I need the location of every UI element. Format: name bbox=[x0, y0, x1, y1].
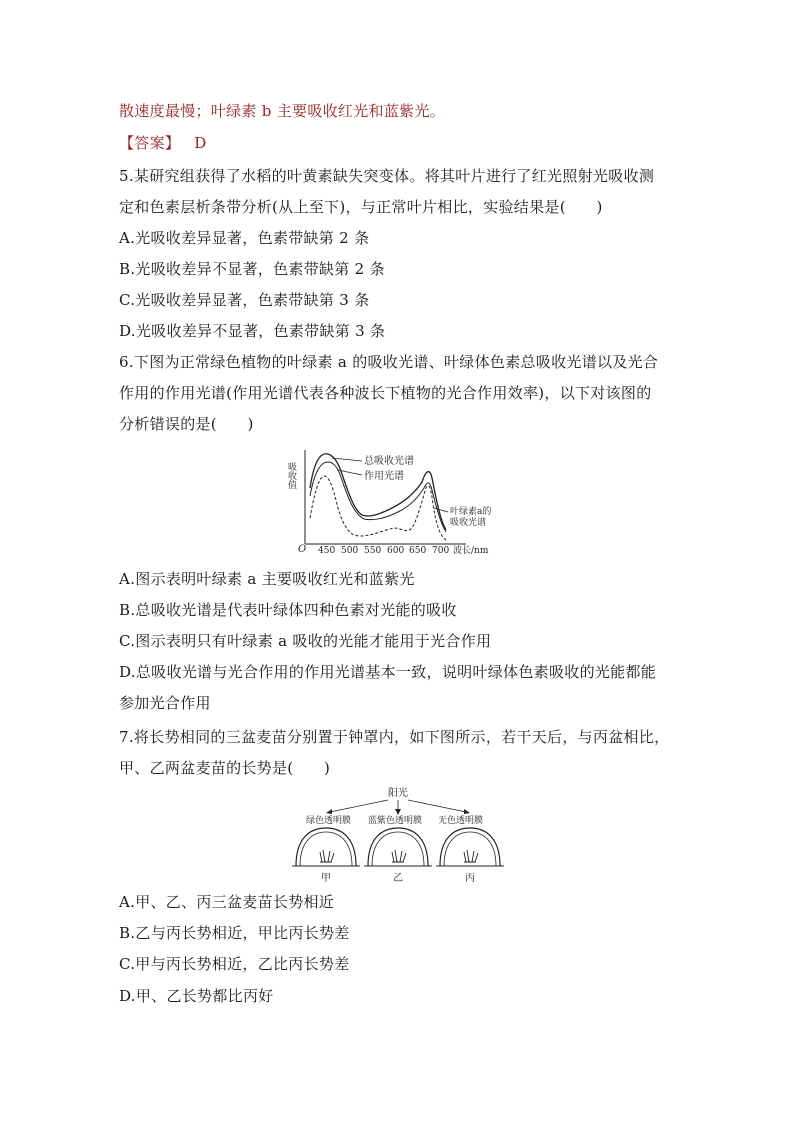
q6-option-a: A.图示表明叶绿素 a 主要吸收红光和蓝紫光 bbox=[119, 570, 415, 588]
pot-label-bing: 丙 bbox=[465, 873, 475, 884]
absorption-spectrum-figure bbox=[288, 448, 503, 558]
wheat-seedling-icon bbox=[392, 850, 406, 862]
arrow-head bbox=[464, 809, 470, 814]
answer-value: D bbox=[194, 134, 207, 152]
arrow-head bbox=[326, 809, 332, 814]
total-absorption-label: 总吸收光谱 bbox=[364, 456, 414, 467]
explanation-text: 散速度最慢；叶绿素 b 主要吸收红光和蓝紫光。 bbox=[119, 102, 446, 120]
q7-stem-line-1: 7.将长势相同的三盆麦苗分别置于钟罩内，如下图所示，若干天后，与丙盆相比， bbox=[119, 728, 670, 746]
wheat-seedling-icon bbox=[320, 850, 334, 862]
q6-option-d-line-1: D.总吸收光谱与光合作用的作用光谱基本一致，说明叶绿体色素吸收的光能都能 bbox=[119, 663, 657, 681]
q6-stem-line-3: 分析错误的是( ) bbox=[119, 415, 254, 433]
chlorophyll-a-label-1: 叶绿素a的 bbox=[450, 507, 492, 517]
tick-label: 650 bbox=[409, 546, 427, 556]
q6-stem-line-2: 作用的作用光谱(作用光谱代表各种波长下植物的光合作用效率)，以下对该图的 bbox=[119, 384, 652, 402]
q5-option-d: D.光吸收差异不显著，色素带缺第 3 条 bbox=[119, 322, 386, 340]
q7-stem-line-2: 甲、乙两盆麦苗的长势是( ) bbox=[119, 759, 331, 777]
tick-label: 500 bbox=[341, 546, 359, 556]
pot-label-jia: 甲 bbox=[321, 873, 331, 884]
answer-tag: 【答案】 bbox=[119, 134, 181, 152]
tick-label: 700 bbox=[432, 546, 450, 556]
origin-label: O bbox=[298, 544, 307, 555]
bell-jar-yi bbox=[364, 828, 432, 866]
q7-option-d: D.甲、乙长势都比丙好 bbox=[119, 987, 274, 1005]
leader-line bbox=[434, 508, 448, 512]
answer-line bbox=[119, 133, 207, 153]
wheat-seedling-icon bbox=[464, 850, 478, 862]
action-spectrum-label: 作用光谱 bbox=[364, 471, 404, 482]
tick-label: 600 bbox=[387, 546, 405, 556]
q5-option-a: A.光吸收差异显著，色素带缺第 2 条 bbox=[119, 229, 370, 247]
bell-jar-bing bbox=[436, 828, 504, 866]
q5-option-b: B.光吸收差异不显著，色素带缺第 2 条 bbox=[119, 260, 385, 278]
q7-option-b: B.乙与丙长势相近，甲比丙长势差 bbox=[119, 924, 350, 942]
q5-stem-line-1: 5.某研究组获得了水稻的叶黄素缺失突变体。将其叶片进行了红光照射光吸收测 bbox=[119, 167, 655, 185]
arrow-line bbox=[408, 800, 466, 812]
q6-option-b: B.总吸收光谱是代表叶绿体四种色素对光能的吸收 bbox=[119, 601, 457, 619]
q7-option-a: A.甲、乙、丙三盆麦苗长势相近 bbox=[119, 893, 335, 911]
q5-option-c: C.光吸收差异显著，色素带缺第 3 条 bbox=[119, 291, 370, 309]
film-label-clear: 无色透明膜 bbox=[438, 816, 484, 826]
tick-label: 550 bbox=[364, 546, 382, 556]
q7-option-c: C.甲与丙长势相近，乙比丙长势差 bbox=[119, 955, 350, 973]
film-label-bluepurple: 蓝紫色透明膜 bbox=[368, 816, 423, 826]
x-axis-label: 波长/nm bbox=[453, 546, 489, 556]
q5-stem-line-2: 定和色素层析条带分析(从上至下)，与正常叶片相比，实验结果是( ) bbox=[119, 198, 603, 216]
q6-option-d-line-2: 参加光合作用 bbox=[119, 694, 211, 712]
film-label-green: 绿色透明膜 bbox=[306, 816, 352, 826]
y-axis-label: 吸收值 bbox=[286, 462, 296, 489]
arrow-head bbox=[395, 809, 401, 815]
chlorophyll-a-label-2: 吸收光谱 bbox=[450, 518, 487, 528]
pot-label-yi: 乙 bbox=[393, 873, 403, 884]
bell-jar-figure bbox=[290, 786, 515, 886]
q6-stem-line-1: 6.下图为正常绿色植物的叶绿素 a 的吸收光谱、叶绿体色素总吸收光谱以及光合 bbox=[119, 353, 659, 371]
bell-jar-jia bbox=[292, 828, 360, 866]
q6-option-c: C.图示表明只有叶绿素 a 吸收的光能才能用于光合作用 bbox=[119, 632, 492, 650]
sunlight-label: 阳光 bbox=[388, 788, 408, 799]
tick-label: 450 bbox=[318, 546, 336, 556]
arrow-line bbox=[330, 800, 388, 812]
